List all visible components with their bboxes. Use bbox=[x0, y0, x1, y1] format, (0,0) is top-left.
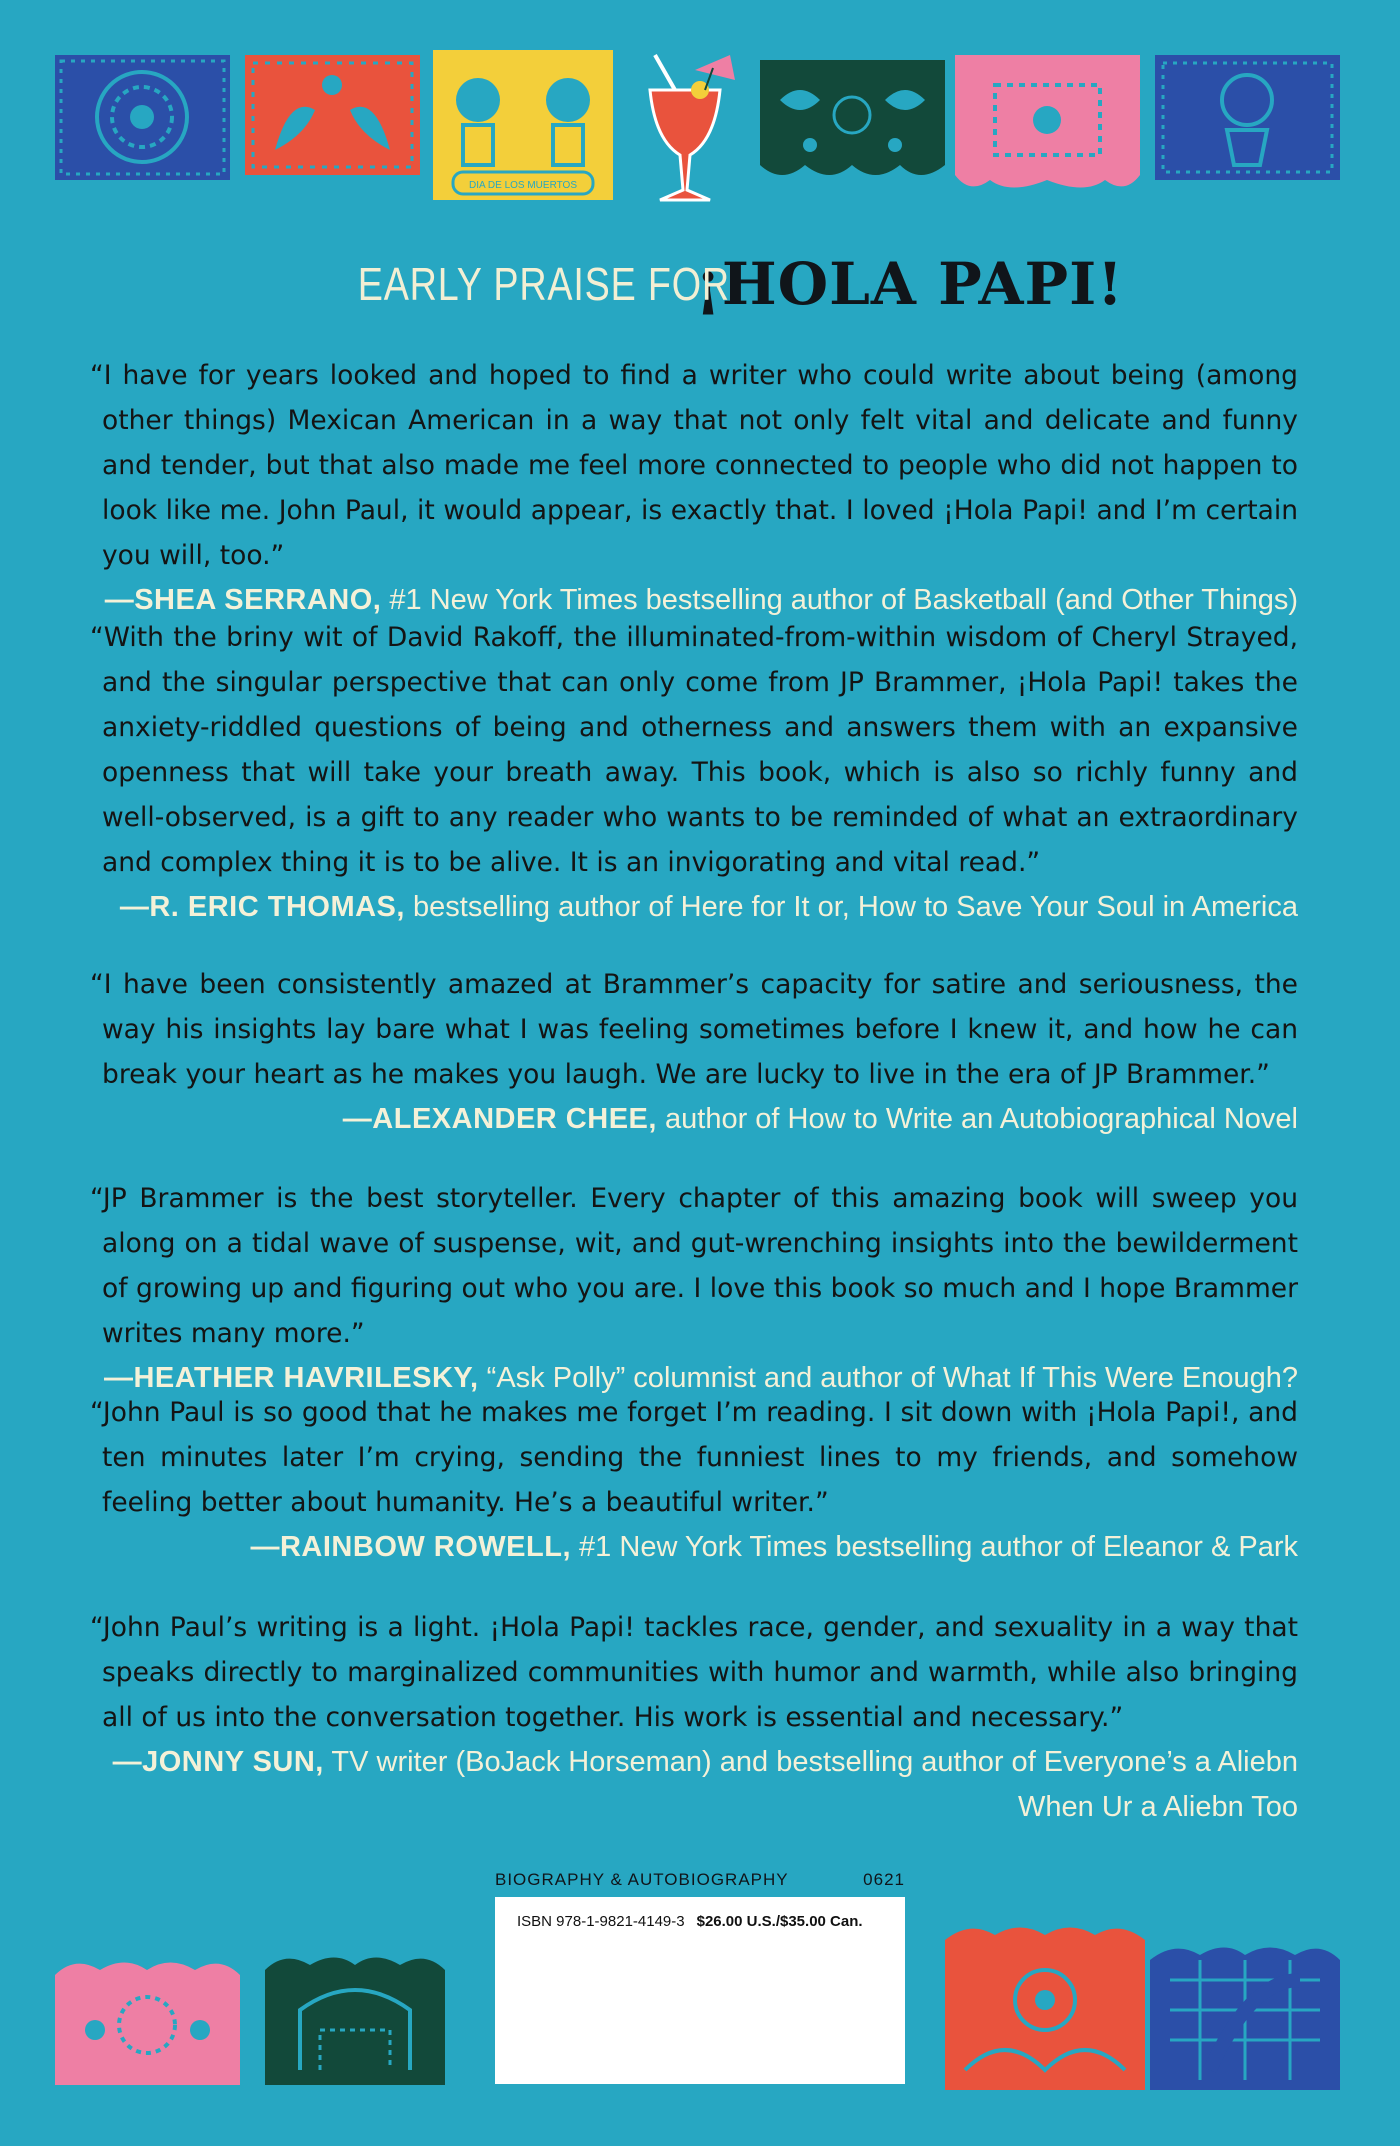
category-code: 0621 bbox=[863, 1870, 905, 1889]
banner-text: DIA DE LOS MUERTOS bbox=[469, 180, 577, 191]
quote-author: —SHEA SERRANO, bbox=[104, 584, 382, 616]
flag-blue-vase-icon bbox=[1155, 55, 1340, 180]
flag-blue-icon bbox=[55, 55, 230, 180]
quote-author: —HEATHER HAVRILESKY, bbox=[103, 1362, 479, 1394]
category-line bbox=[495, 1870, 905, 1890]
quote-credentials: bestselling author of Here for It or, How to Save Your Soul in America bbox=[404, 891, 1298, 923]
category-label: BIOGRAPHY & AUTOBIOGRAPHY bbox=[495, 1870, 789, 1889]
quote-author: —ALEXANDER CHEE, bbox=[342, 1103, 657, 1135]
quote-attribution bbox=[90, 1525, 1298, 1570]
praise-quote bbox=[90, 1605, 1298, 1830]
praise-quote bbox=[90, 962, 1298, 1142]
praise-quote bbox=[90, 615, 1298, 930]
quote-author: —R. ERIC THOMAS, bbox=[119, 891, 405, 923]
quote-text: “I have been consistently amazed at Brammer’s capacity for satire and seriousness, the way his insights lay bare what I was feeling sometimes before I knew it, and how he can break your heart as he makes you laugh. We are lucky to live in the era of JP Brammer.” bbox=[90, 969, 1298, 1090]
quote-attribution bbox=[90, 1097, 1298, 1142]
flag-red-icon bbox=[245, 55, 420, 175]
quote-attribution bbox=[90, 1740, 1298, 1830]
flag-pink-bottom-icon bbox=[55, 1955, 240, 2085]
quote-attribution bbox=[90, 885, 1298, 930]
flag-blue-bottom-icon bbox=[1150, 1940, 1340, 2090]
page-heading bbox=[0, 250, 1400, 318]
quote-text: “JP Brammer is the best storyteller. Every chapter of this amazing book will sweep you along on a tidal wave of suspense, wit, and gut-wrenching insights into the bewilderment of growing up and figuring out who you are. I love this book so much and I hope Brammer writes many more.” bbox=[90, 1183, 1298, 1349]
flag-pink-icon bbox=[955, 55, 1140, 195]
quote-credentials: TV writer (BoJack Horseman) and bestselling author of Everyone’s a Aliebn When Ur a Aliebn Too bbox=[323, 1746, 1298, 1823]
isbn-number: ISBN 978-1-9821-4149-3 bbox=[517, 1913, 685, 1930]
quote-author: —RAINBOW ROWELL, bbox=[250, 1531, 571, 1563]
heading-lead: EARLY PRAISE FOR bbox=[357, 258, 731, 310]
quote-credentials: author of How to Write an Autobiographical Novel bbox=[656, 1103, 1298, 1135]
barcode-area bbox=[495, 1897, 905, 2084]
flag-green-icon bbox=[760, 60, 945, 185]
quote-credentials: “Ask Polly” columnist and author of What If This Were Enough? bbox=[478, 1362, 1298, 1394]
quote-text: “With the briny wit of David Rakoff, the illuminated-from-within wisdom of Cheryl Strayed, and the singular perspective that can only come from JP Brammer, ¡Hola Papi! takes the anxiety-riddled questions of being and otherness and answers them with an expansive openness that will take your breath away. This book, which is also so richly funny and well-observed, is a gift to any reader who wants to be reminded of what an extraordinary and complex thing it is to be alive. It is an invigorating and vital read.” bbox=[90, 622, 1298, 878]
papel-picado-top bbox=[55, 55, 1345, 215]
quote-text: “John Paul’s writing is a light. ¡Hola Papi! tackles race, gender, and sexuality in a way that speaks directly to marginalized communities with humor and warmth, while also bringing all of us into the conversation together. His work is essential and necessary.” bbox=[90, 1612, 1298, 1733]
flag-green-bottom-icon bbox=[265, 1950, 445, 2085]
flag-red-bottom-icon bbox=[945, 1920, 1145, 2090]
quote-text: “John Paul is so good that he makes me forget I’m reading. I sit down with ¡Hola Papi!, and ten minutes later I’m crying, sending the funniest lines to my friends, and somehow feeling better about humanity. He’s a beautiful writer.” bbox=[90, 1397, 1298, 1518]
quote-credentials: #1 New York Times bestselling author of Basketball (and Other Things) bbox=[381, 584, 1298, 616]
praise-quote bbox=[90, 1390, 1298, 1570]
price: $26.00 U.S./$35.00 Can. bbox=[696, 1913, 863, 1930]
book-title: ¡HOLA PAPI! bbox=[695, 250, 1124, 318]
quote-text: “I have for years looked and hoped to find a writer who could write about being (among other things) Mexican American in a way that not only felt vital and delicate and funny and tender, but that also made me feel more connected to people who did not happen to look like me. John Paul, it would appear, is exactly that. I loved ¡Hola Papi! and I’m certain you will, too.” bbox=[90, 360, 1298, 571]
quote-credentials: #1 New York Times bestselling author of Eleanor & Park bbox=[571, 1531, 1298, 1563]
flag-yellow-dia-de-los-muertos bbox=[433, 50, 613, 210]
praise-quote bbox=[90, 353, 1298, 623]
cocktail-icon bbox=[625, 50, 745, 210]
praise-quote bbox=[90, 1176, 1298, 1401]
quote-author: —JONNY SUN, bbox=[112, 1746, 324, 1778]
isbn-line bbox=[517, 1913, 863, 1930]
